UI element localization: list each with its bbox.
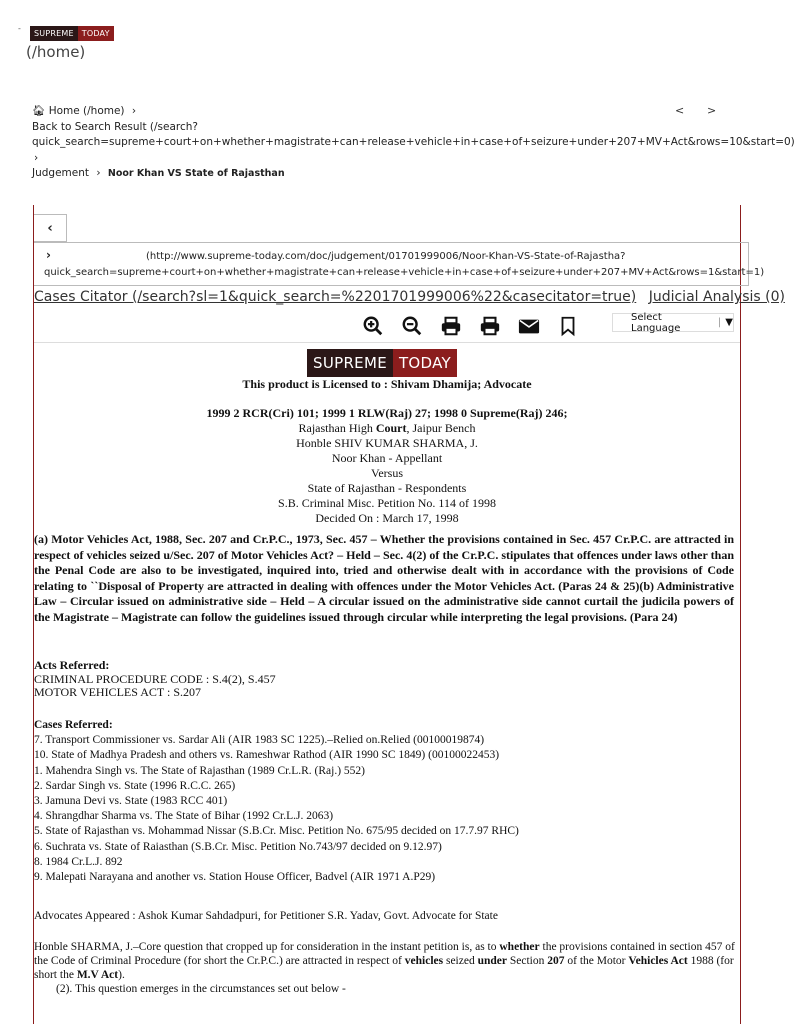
advocates-appeared: Advocates Appeared : Ashok Kumar Sahdadpuri, for Petitioner S.R. Yadav, Govt. Advocate for State xyxy=(34,910,498,922)
chevron-right-icon: › xyxy=(131,105,137,117)
document-url-line1: (http://www.supreme-today.com/doc/judgement/01701999006/Noor-Khan-VS-State-of-Rajastha? xyxy=(146,251,626,262)
language-select-label: Select Language xyxy=(631,311,681,334)
header-marker: - xyxy=(18,24,21,33)
judgment-paragraph-1 xyxy=(34,940,740,982)
text-run: seized xyxy=(443,955,478,967)
home-icon: 🏠︎ xyxy=(32,105,46,117)
highlight-term: M.V Act xyxy=(76,969,119,981)
case-item: 10. State of Madhya Pradesh and others vs. Rameshwar Rathod (AIR 1990 SC 1849) (00100022453) xyxy=(34,749,500,762)
header-logo[interactable] xyxy=(30,26,114,41)
cases-referred xyxy=(34,718,740,885)
case-item: 3. Jamuna Devi vs. State (1983 RCC 401) xyxy=(34,795,228,808)
breadcrumb-judgement[interactable]: Judgement xyxy=(32,167,90,179)
decided-line: Decided On : March 17, 1998 xyxy=(315,511,459,525)
chevron-down-icon: ▼ xyxy=(725,317,733,328)
logo-text-today: TODAY xyxy=(393,349,457,377)
text-run: Honble SHARMA, J.–Core question that cropped up for consideration in the instant petition is, as to xyxy=(34,941,500,953)
headnote: (a) Motor Vehicles Act, 1988, Sec. 207 and Cr.P.C., 1973, Sec. 457 – Whether the provisions contained in Sec. 457 Cr.P.C. are attracted in respect of vehicles seized u/Sec. 207 of Motor Vehicles Act? – Held – Sec. 4(2) of the Cr.P.C. stipulates that offences under laws other than the Penal Code are also to be investigated, inquired into, tried and otherwise dealt with in accordance with the provisions of Code relating to ``Disposal of Property are attracted in dealing with offences under the Motor Vehicles Act. (Paras 24 & 25)(b) Administrative Law – Circular issued on administrative side – Held – A circular issued on the administrative side cannot curtail the judicila powers of the Magistrate – Magistrate can follow the guidelines issued through circular while interpreting the legal provisions. (Para 24) xyxy=(34,532,734,624)
prev-result-button[interactable]: < xyxy=(675,104,685,117)
cases-citator-link[interactable]: Cases Citator (/search?sl=1&quick_search=%2201701999006%22&casecitator=true) xyxy=(34,289,637,305)
breadcrumb xyxy=(32,104,795,182)
back-to-search-line1: Back to Search Result (/search? xyxy=(32,120,198,133)
case-item: 7. Transport Commissioner vs. Sardar Ali (AIR 1983 SC 1225).–Relied on.Relied (00100019874) xyxy=(34,734,485,747)
chevron-right-icon: › xyxy=(34,151,39,164)
document-toolbar xyxy=(360,313,594,339)
print-icon[interactable] xyxy=(438,313,464,339)
frame-border-right xyxy=(740,205,741,1024)
appellant-line: Noor Khan - Appellant xyxy=(331,451,443,465)
language-select[interactable] xyxy=(612,313,734,332)
case-item: 9. Malepati Narayana and another vs. Station House Officer, Badvel (AIR 1971 A.P29) xyxy=(34,871,436,884)
breadcrumb-home[interactable] xyxy=(32,105,128,117)
bookmark-icon[interactable] xyxy=(555,313,581,339)
case-item: 4. Shrangdhar Sharma vs. The State of Bihar (1992 Cr.L.J. 2063) xyxy=(34,810,334,823)
zoom-in-icon[interactable] xyxy=(360,313,386,339)
act-item: CRIMINAL PROCEDURE CODE : S.4(2), S.457 xyxy=(34,671,276,686)
breadcrumb-back-to-search[interactable] xyxy=(32,121,795,149)
logo-text-supreme: SUPREME xyxy=(30,26,78,41)
versus-line: Versus xyxy=(371,466,403,480)
case-item: 8. 1984 Cr.L.J. 892 xyxy=(34,855,123,868)
case-item: 6. Suchrata vs. State of Raiasthan (S.B.Cr. Misc. Petition No.743/97 decided on 9.12.97) xyxy=(34,840,442,853)
license-notice: This product is Licensed to : Shivam Dhamija; Advocate xyxy=(242,377,532,391)
home-link[interactable]: (/home) xyxy=(26,43,86,61)
text-run: the provisions contained in section 457 of the Code of Criminal Procedure (for short the Cr.P.C.) are attracted in respect of xyxy=(34,941,735,967)
act-item: MOTOR VEHICLES ACT : S.207 xyxy=(34,685,202,699)
document-logo xyxy=(307,349,457,377)
highlight-term: whether xyxy=(499,941,540,953)
print-icon[interactable] xyxy=(477,313,503,339)
cases-referred-title: Cases Referred: xyxy=(34,719,113,731)
highlight-term: 207 xyxy=(547,955,565,967)
logo-text-supreme: SUPREME xyxy=(307,349,393,377)
highlight-term: vehicles xyxy=(404,955,444,967)
document-url-link[interactable] xyxy=(34,242,765,286)
text-run: ). xyxy=(118,969,125,981)
highlight-term: Vehicles Act xyxy=(628,955,688,967)
acts-referred-title: Acts Referred: xyxy=(34,658,110,672)
select-divider: | xyxy=(717,317,722,328)
court-bold: Court xyxy=(375,421,407,435)
case-citation-block xyxy=(34,406,740,526)
document-url-line2: quick_search=supreme+court+on+whether+magistrate+can+release+vehicle+in+case+of+seizure+under+207+MV+Act&rows=1&start=1) xyxy=(44,267,765,278)
text-run: Section xyxy=(506,955,548,967)
breadcrumb-current: Noor Khan VS State of Rajasthan xyxy=(107,168,285,179)
case-item: 2. Sardar Singh vs. State (1996 R.C.C. 265) xyxy=(34,779,236,792)
court-text: Rajasthan High xyxy=(298,421,376,435)
toolbar-divider xyxy=(34,342,740,343)
back-button[interactable] xyxy=(34,214,67,242)
citation-line: 1999 2 RCR(Cri) 101; 1999 1 RLW(Raj) 27; 1998 0 Supreme(Raj) 246; xyxy=(206,406,568,420)
acts-referred xyxy=(34,659,740,700)
judge-line: Honble SHIV KUMAR SHARMA, J. xyxy=(296,436,478,450)
bench-text: , Jaipur Bench xyxy=(406,421,476,435)
back-to-search-line2: quick_search=supreme+court+on+whether+magistrate+can+release+vehicle+in+case+of+seizure+under+207+MV+Act&rows=10&start=0) xyxy=(32,136,795,148)
judgment-paragraph-2: (2). This question emerges in the circumstances set out below - xyxy=(56,983,346,995)
respondent-line: State of Rajasthan - Respondents xyxy=(307,481,467,495)
petition-line: S.B. Criminal Misc. Petition No. 114 of 1998 xyxy=(278,496,496,510)
text-run: 1988 (for short the xyxy=(34,955,734,981)
envelope-icon[interactable] xyxy=(516,313,542,339)
logo-text-today: TODAY xyxy=(78,26,114,41)
highlight-term: under xyxy=(477,955,507,967)
judicial-analysis-link[interactable]: Judicial Analysis (0) xyxy=(648,289,785,305)
case-item: 5. State of Rajasthan vs. Mohammad Nissar (S.B.Cr. Misc. Petition No. 675/95 decided on 17.7.97 RHC) xyxy=(34,825,519,838)
document-links xyxy=(34,289,785,305)
case-item: 1. Mahendra Singh vs. The State of Rajasthan (1989 Cr.L.R. (Raj.) 552) xyxy=(34,764,366,777)
next-result-button[interactable]: > xyxy=(707,104,717,117)
judgment-text xyxy=(34,940,740,996)
chevron-right-icon: › xyxy=(96,167,101,179)
zoom-out-icon[interactable] xyxy=(399,313,425,339)
chevron-left-icon: ‹ xyxy=(47,220,53,236)
chevron-right-icon: › xyxy=(46,248,51,262)
court-line xyxy=(34,421,740,436)
breadcrumb-home-label: Home (/home) xyxy=(48,105,125,117)
text-run: of the Motor xyxy=(564,955,629,967)
